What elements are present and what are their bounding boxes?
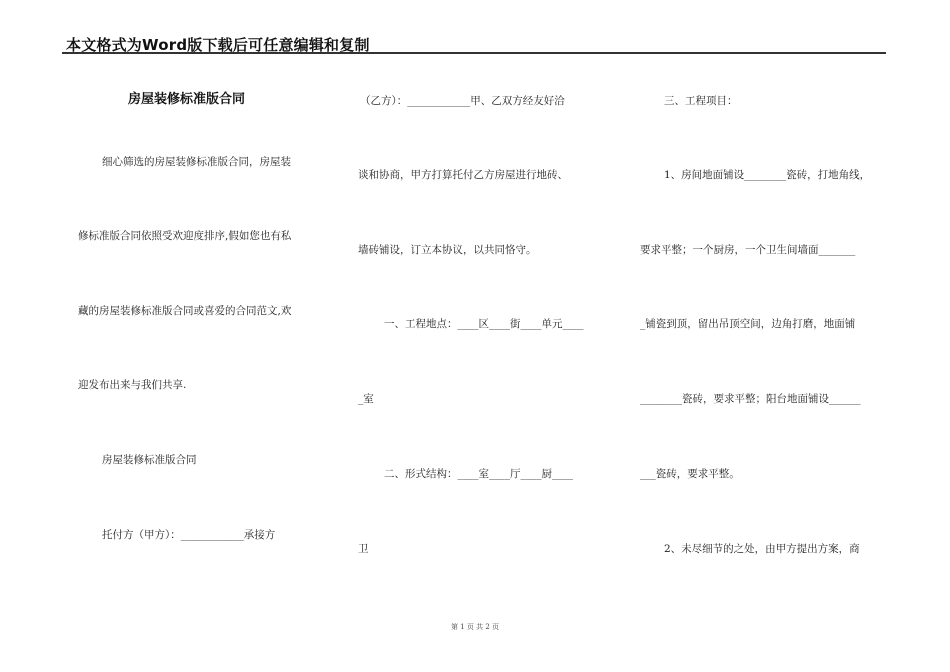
paragraph-line: 1、房间地面铺设________瓷砖，打地角线， bbox=[664, 169, 871, 181]
paragraph-line: 谈和协商，甲方打算托付乙方房屋进行地砖、 bbox=[358, 169, 568, 181]
paragraph-line: 藏的房屋装修标准版合同或喜爱的合同范文,欢 bbox=[78, 305, 292, 317]
paragraph-line: 2、未尽细节的之处，由甲方提出方案，商 bbox=[664, 543, 860, 555]
section-heading: 房屋装修标准版合同 bbox=[102, 454, 197, 466]
paragraph-line: 托付方（甲方）：____________承接方 bbox=[102, 529, 276, 541]
paragraph-line: _室 bbox=[358, 393, 374, 405]
paragraph-line: 卫 bbox=[358, 543, 369, 555]
paragraph-line: 细心筛选的房屋装修标准版合同，房屋装 bbox=[102, 156, 291, 168]
paragraph-line: ________瓷砖，要求平整；阳台地面铺设______ bbox=[640, 393, 861, 405]
paragraph-line: 一、工程地点：____区____街____单元____ bbox=[384, 318, 584, 330]
paragraph-line: 迎发布出来与我们共享. bbox=[78, 379, 187, 391]
paragraph-line: 墙砖铺设，订立本协议，以共同恪守。 bbox=[358, 244, 537, 256]
download-banner: 本文格式为Word版下载后可任意编辑和复制 bbox=[66, 36, 370, 54]
paragraph-line: ___瓷砖，要求平整。 bbox=[640, 468, 740, 480]
paragraph-line: 三、工程项目： bbox=[664, 95, 738, 107]
paragraph-line: 修标准版合同依照受欢迎度排序,假如您也有私 bbox=[78, 230, 292, 242]
paragraph-line: 要求平整；一个厨房，一个卫生间墙面_______ bbox=[640, 244, 856, 256]
paragraph-line: （乙方）：____________甲、乙双方经友好洽 bbox=[360, 95, 565, 107]
header-rule bbox=[62, 52, 886, 54]
paragraph-line: _铺瓷到顶，留出吊顶空间，边角打磨，地面铺 bbox=[640, 318, 856, 330]
page-number: 第 1 页 共 2 页 bbox=[450, 623, 500, 631]
document-title: 房屋装修标准版合同 bbox=[128, 92, 246, 107]
paragraph-line: 二、形式结构：____室____厅____厨____ bbox=[384, 468, 573, 480]
